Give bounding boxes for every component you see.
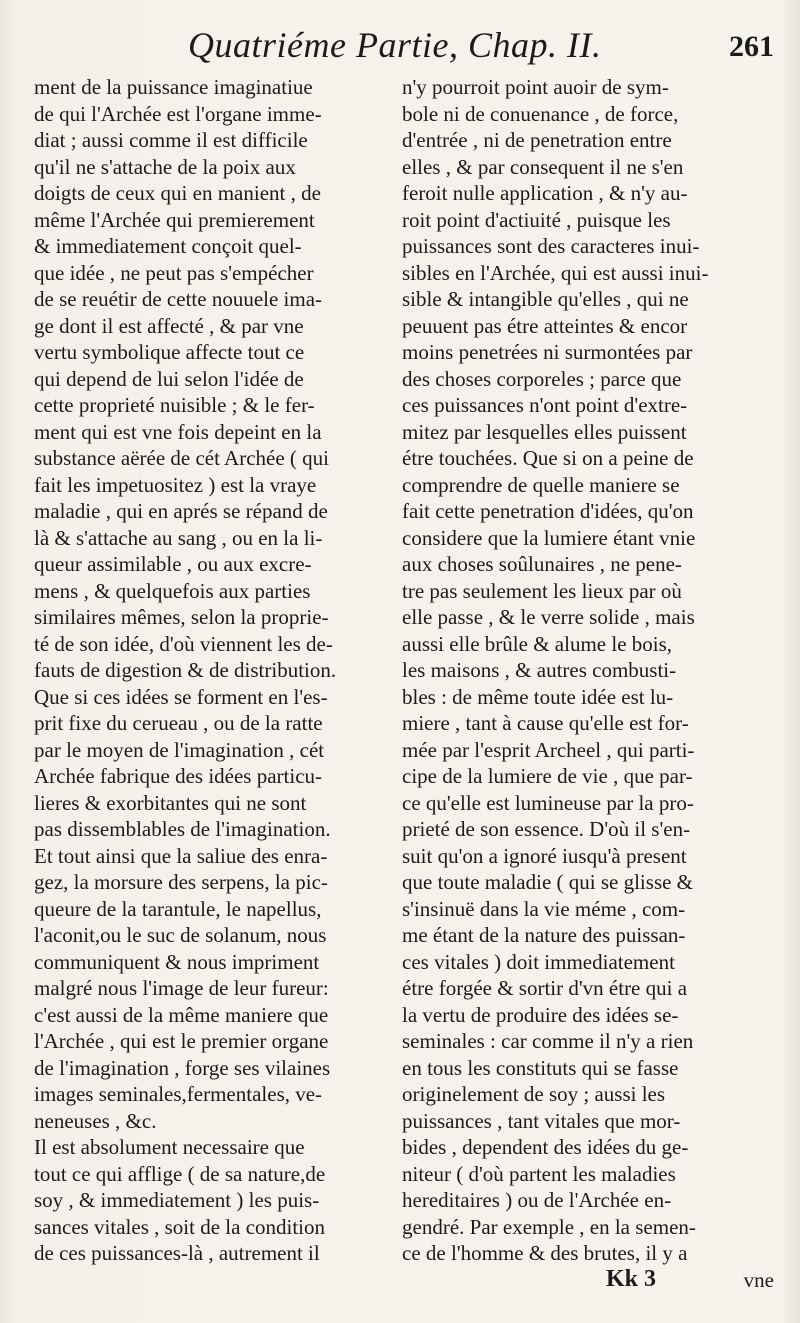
text-line: bole ni de conuenance , de force, [402,101,679,126]
text-line: de qui l'Archée est l'organe imme- [34,101,322,126]
text-line: la vertu de produire des idées se- [402,1002,679,1027]
text-line: communiquent & nous impriment [34,949,320,974]
text-line: ces puissances n'ont point d'extre- [402,393,688,417]
text-line: elles , & par consequent il ne s'en [402,154,684,179]
text-line: qui depend de lui selon l'idée de [34,366,304,391]
text-column-right [402,74,774,1267]
text-line: en tous les constituts qui se fasse [402,1055,679,1080]
text-line: ment de la puissance imaginatiue [34,75,313,99]
text-line: pas dissemblables de l'imagination. [34,817,331,841]
text-line: miere , tant à cause qu'elle est for- [402,711,689,735]
text-line: de ces puissances-là , autrement il [34,1241,320,1265]
text-line: aussi elle brûle & alume le bois, [402,631,673,656]
text-line: prit fixe du cerueau , ou de la ratte [34,711,323,735]
text-line: vertu symbolique affecte tout ce [34,340,305,364]
text-line: ment qui est vne fois depeint en la [34,419,322,444]
text-line: similaires mêmes, selon la proprie- [34,605,329,629]
text-line: doigts de ceux qui en manient , de [34,181,321,205]
text-line: sances vitales , soit de la condition [34,1214,326,1239]
text-line: comprendre de quelle maniere se [402,472,680,497]
text-line: que idée , ne peut pas s'empécher [34,260,314,285]
text-line: considere que la lumiere étant vnie [402,525,696,550]
text-line: c'est aussi de la même maniere que [34,1002,329,1027]
text-line: Que si ces idées se forment en l'es- [34,684,328,709]
text-line: étre touchées. Que si on a peine de [402,446,694,470]
text-line: même l'Archée qui premierement [34,207,315,232]
text-line: images seminales,fermentales, ve- [34,1082,323,1106]
text-line: peuuent pas étre atteintes & encor [402,313,688,338]
text-line: roit point d'actiuité , puisque les [402,207,671,232]
text-line: les maisons , & autres combusti- [402,658,677,682]
text-line: sible & intangible qu'elles , qui ne [402,287,689,311]
text-line: soy , & immediatement ) les puis- [34,1188,320,1212]
text-line: par le moyen de l'imagination , cét [34,737,325,762]
text-line: tre pas seulement les lieux par où [402,578,682,603]
text-line: Et tout ainsi que la saliue des enra- [34,843,328,868]
signature-mark: Kk 3 [606,1266,657,1292]
text-line: elle passe , & le verre solide , mais [402,605,695,629]
text-line: aux choses soûlunaires , ne pene- [402,552,682,576]
text-line: Il est absolument necessaire que [34,1135,305,1159]
text-line: bides , dependent des idées du ge- [402,1135,689,1159]
page-footer [0,1266,800,1306]
text-line: queur assimilable , ou aux excre- [34,552,312,576]
text-line: puissances , tant vitales que mor- [402,1108,681,1133]
text-line: n'y pourroit point auoir de sym- [402,75,669,99]
text-line: ge dont il est affecté , & par vne [34,313,304,338]
text-line: fauts de digestion & de distribution. [34,658,337,682]
text-line: niteur ( d'où partent les maladies [402,1161,676,1186]
text-line: mens , & quelquefois aux parties [34,578,311,603]
text-line: substance aërée de cét Archée ( qui [34,446,330,470]
text-line: originelement de soy ; aussi les [402,1082,666,1106]
text-column-left [34,74,400,1267]
text-line: l'aconit,ou le suc de solanum, nous [34,923,327,947]
page-header [0,20,800,76]
text-line: de l'imagination , forge ses vilaines [34,1055,331,1080]
text-line: ce qu'elle est lumineuse par la pro- [402,790,694,815]
text-line: cipe de la lumiere de vie , que par- [402,764,693,788]
text-line: diat ; aussi comme il est difficile [34,128,308,152]
text-line: neneuses , &c. [34,1108,157,1133]
text-line: feroit nulle application , & n'y au- [402,181,688,205]
text-line: que toute maladie ( qui se glisse & [402,870,694,894]
text-line: fait cette penetration d'idées, qu'on [402,499,694,523]
text-line: là & s'attache au sang , ou en la li- [34,525,323,550]
text-line: mée par l'esprit Archeel , qui parti- [402,737,695,762]
text-line: tout ce qui afflige ( de sa nature,de [34,1161,326,1186]
text-line: sibles en l'Archée, qui est aussi inui- [402,260,709,285]
text-line: qu'il ne s'attache de la poix aux [34,154,296,179]
catchword: vne [743,1268,774,1292]
text-line: mitez par lesquelles elles puissent [402,419,687,444]
text-line: puissances sont des caracteres inui- [402,234,700,258]
text-line: l'Archée , qui est le premier organe [34,1029,329,1053]
text-line: bles : de même toute idée est lu- [402,684,674,709]
text-line: s'insinuë dans la vie méme , com- [402,896,686,921]
text-line: seminales : car comme il n'y a rien [402,1029,694,1053]
text-line: cette proprieté nuisible ; & le fer- [34,393,315,417]
running-title: Quatriéme Partie, Chap. II. [188,25,602,65]
text-line: queure de la tarantule, le napellus, [34,896,322,921]
text-line: prieté de son essence. D'où il s'en- [402,817,691,841]
page-number: 261 [729,30,774,63]
text-line: Archée fabrique des idées particu- [34,764,323,788]
text-line: des choses corporeles ; parce que [402,366,682,391]
text-line: gez, la morsure des serpens, la pic- [34,870,328,894]
text-line: malgré nous l'image de leur fureur: [34,976,329,1000]
text-line: gendré. Par exemple , en la semen- [402,1214,696,1239]
text-line: fait les impetuositez ) est la vraye [34,472,317,497]
text-line: moins penetrées ni surmontées par [402,340,693,364]
text-line: ce de l'homme & des brutes, il y a [402,1241,688,1265]
text-line: ces vitales ) doit immediatement [402,949,675,974]
text-line: me étant de la nature des puissan- [402,923,686,947]
text-line: & immediatement conçoit quel- [34,234,302,258]
text-line: d'entrée , ni de penetration entre [402,128,672,152]
text-line: de se reuétir de cette nouuele ima- [34,287,323,311]
text-line: lieres & exorbitantes qui ne sont [34,790,307,815]
text-line: hereditaires ) ou de l'Archée en- [402,1188,672,1212]
text-line: étre forgée & sortir d'vn étre qui a [402,976,688,1000]
text-line: té de son idée, d'où viennent les de- [34,631,333,656]
text-line: maladie , qui en aprés se répand de [34,499,328,523]
text-line: suit qu'on a ignoré iusqu'à present [402,843,687,868]
